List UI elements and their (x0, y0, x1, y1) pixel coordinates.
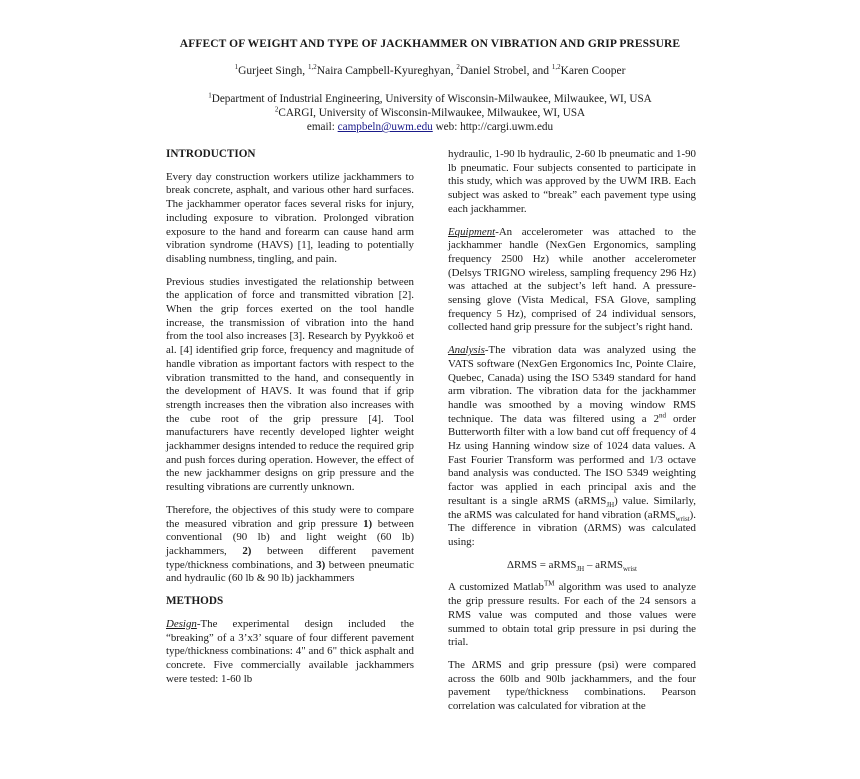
web-address: web: http://cargi.uwm.edu (432, 121, 554, 133)
author-3-affil: 2 (456, 63, 460, 72)
introduction-heading: INTRODUCTION (166, 148, 256, 160)
methods-heading: METHODS (166, 595, 224, 608)
paper-title: AFFECT OF WEIGHT AND TYPE OF JACKHAMMER ON VIBRATION AND GRIP PRESSURE (179, 38, 681, 50)
author-line (0, 65, 860, 77)
delta-rms-equation: ΔRMS = aRMS$_{JH}$ – aRMS$_{wrist}$ (507, 558, 637, 573)
contact-line: email: campbeln@uwm.edu web: http://cargi.uwm.edu (306, 121, 554, 133)
analysis-paragraph: Analysis-The vibration data was analyzed using the VATS software (NexGen Ergonomics Inc, Pointe Claire, Quebec, Canada) using the ISO 5349 standard for hand arm vibration. The vibration data for the jackhammer handle was smoothed by a moving window RMS technique. The data was filtered using a 2nd order Butterworth filter with a low band cut off frequency of 4 Hz using Hanning window size of 1024 data values. A Fast Fourier Transform was performed and 1/3 octave band analysis was conducted. The ISO 5349 weighting factor was applied in each principal axis and the resultant is a single aRMS (aRMS$_{JH}$) value. Similarly, the aRMS was calculated for hand vibration (aRMS$_{wrist}$). The difference in vibration (ΔRMS) was calculated using: (448, 344, 697, 548)
subjects-paragraph: hydraulic, 1-90 lb hydraulic, 2-60 lb pneumatic and 1-90 lb pneumatic. Four subjects consented to participate in this study, which was approved by the UWM IRB. Each subject was asked to “break” each pavement type using each jackhammer. (448, 148, 696, 215)
comparison-paragraph: The ΔRMS and grip pressure (psi) were compared across the 60lb and 90lb jackhammers, and the four pavement type/thickness combinations. Pearson correlation was calculated for vibration at the (448, 658, 696, 713)
email-link[interactable]: campbeln@uwm.edu (337, 121, 433, 133)
author-1-affil: 1 (234, 63, 239, 72)
matlab-paragraph: A customized Matlab™ algorithm was used to analyze the grip pressure results. For each of the 24 sensors a RMS value was computed and those values were summed to obtain total grip pressure in psi during the trial. (448, 579, 696, 649)
intro-paragraph-1: Every day construction workers utilize jackhammers to break concrete, asphalt, and various other hard surfaces. The jackhammer operator faces several risks for injury, including exposure to vibration. Prolonged vibration exposure to the hand and forearm can cause hand arm vibration syndrome (HAVS) [1], leading to potentially disabling numbness, tingling, and pain. (166, 170, 414, 265)
author-2: Naira Campbell-Kyureghyan, (316, 65, 457, 77)
design-lead: Design (166, 617, 197, 630)
affiliation-2: $^2$CARGI, University of Wisconsin-Milwaukee, Milwaukee, WI, USA (274, 105, 586, 119)
author-4-affil: 1,2 (551, 63, 561, 72)
author-3: Daniel Strobel, and (459, 65, 552, 77)
author-4: Karen Cooper (560, 65, 626, 77)
left-column (166, 148, 414, 695)
right-column (448, 148, 696, 723)
author-1: Gurjeet Singh, (238, 65, 309, 77)
affiliations (0, 92, 860, 134)
intro-paragraph-2: Previous studies investigated the relationship between the application of force and transmitted vibration [2]. When the grip forces exerted on the tool handle increase, the transmission of vibration into the hand from the tool also increases [3]. Research by Pyykkoö et al. [4] identified grip force, frequency and magnitude of handle vibration as important factors with respect to the vibration transmitted to the hand, and consequently in the development of HAVS. It was found that if grip strength increases then the vibration also increases with the cube root of the grip pressure [4]. Tool manufacturers have recently developed lighter weight jackhammer designs intended to reduce the required grip and push forces during operation. However, the effect of the new jackhammer designs on grip pressure and the resulting vibrations are currently unknown. (166, 275, 414, 494)
design-paragraph: Design-The experimental design included the “breaking” of a 3’x3’ square of four different pavement type/thickness combinations: 4" and 6" thick asphalt and concrete. Five commercially available jackhammers were tested: 1-60 lb (166, 617, 414, 685)
affiliation-1: $^1$Department of Industrial Engineering, University of Wisconsin-Milwaukee, Milwaukee, WI, USA (208, 91, 652, 105)
equipment-paragraph: Equipment-An accelerometer was attached to the jackhammer handle (NexGen Ergonomics, sampling frequency 2500 Hz) while another accelerometer (Delsys TRIGNO wireless, sampling frequency 296 Hz) was attached at the subject’s left hand. A pressure-sensing glove (Vista Medical, FSA Glove, sampling frequency 5 Hz), comprised of 24 individual sensors, collected hand grip pressure for the subject’s right hand. (448, 225, 696, 334)
equipment-lead: Equipment (448, 225, 496, 238)
author-2-affil: 1,2 (308, 63, 317, 72)
analysis-lead: Analysis (448, 344, 485, 357)
objectives-paragraph: Therefore, the objectives of this study were to compare the measured vibration and grip pressure 1) between conventional (90 lb) and light weight (60 lb) jackhammers, 2) between different pavement type/thickness combinations, and 3) between pneumatic and hydraulic (60 lb & 90 lb) jackhammers (166, 503, 414, 585)
